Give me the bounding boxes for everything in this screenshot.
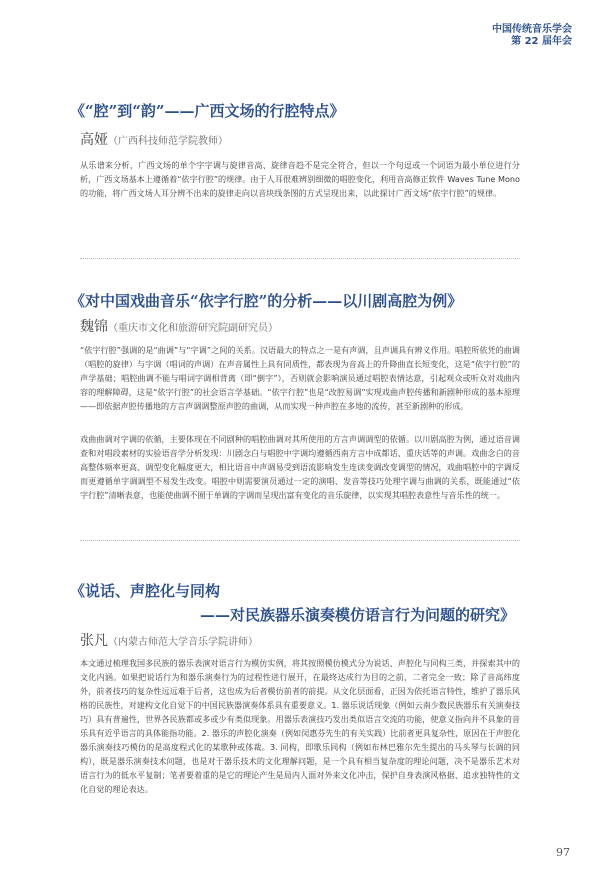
byline bbox=[80, 316, 278, 336]
author-name: 魏锦 bbox=[80, 319, 108, 335]
page-number: 97 bbox=[556, 846, 570, 859]
running-header bbox=[492, 24, 572, 48]
author-affiliation: （内蒙古师范大学音乐学院讲师） bbox=[108, 637, 258, 648]
paragraph: 从乐谱来分析，广西文场的单个字字调与旋律音高、旋律音趋不是完全符合，但以一个句逗或一个词语为最小单位进行分析，广西文场基本上遵循着“依字行腔”的规律。由于人耳很难辨别细微的唱腔变化，利用音高修正软件 Waves Tune Mono 的功能，将广西文场人耳分辨不出来的旋律走向以音块线条图的方式呈现出来，以此探讨广西文场“依字行腔”的规律。 bbox=[80, 160, 520, 198]
byline bbox=[80, 630, 258, 650]
article-title: 《说话、声腔化与同构 bbox=[70, 582, 221, 600]
section-divider bbox=[80, 540, 520, 541]
conference-name: 中国传统音乐学会 bbox=[492, 24, 572, 35]
article-title: 《“腔”到“韵”——广西文场的行腔特点》 bbox=[70, 102, 345, 120]
paragraph: 本文通过梳理我国多民族的器乐表演对语言行为模仿实例，将其按照模仿模式分为说话、声腔化与同构三类，并探索其中的文化内涵。如果把说话行为和器乐演奏行为的过程性进行展开，在最终达成行为目的之前，二者完全一致；除了音高纬度外，前者技巧的复杂性远远难于后者，这也成为后者模仿前者的前提。从文化层面看，正因为依托语言特性，维护了器乐风格的民族性，对建构文化自觉下的中国民族器演奏体系具有重要意义。1. 器乐说话现象（例如云南少数民族器乐有关演奏技巧）具有普遍性，世界各民族都或多或少有类似现象。用器乐表演技巧发出类似语言交流的功能，使意义指向并不具象的音乐具有近乎语言的具体能指功能。2. 器乐的声腔化演奏（例如闵惠芬先生的有关实践）比前者更具复杂性，原因在于声腔化器乐演奏技巧模仿的是高度程式化的某歌种或体裁。3. 同构，即歌乐同构（例如布林巴雅尔先生提出的马头琴与长调的同构），既是器乐演奏技术问题，也是对于器乐技术的文化理解问题，是一个具有相当复杂度的理论问题，决不是器乐艺术对语言行为的低水平复制；笔者要着重的是它的理论产生是局内人面对外来文化冲击，保护自身表演风格据、追求独特性的文化自觉的理论表达。 bbox=[80, 658, 520, 794]
byline bbox=[80, 129, 228, 149]
paragraph: 戏曲曲调对字调的依循，主要体现在不同剧种的唱腔曲调对其所使用的方言声调调型的依循。以川剧高腔为例，通过语音调查和对唱段素材的实验语音学分析发现：川剧念白与唱腔中字调均遵循西南方言中成都话、重庆话等的声调。戏曲念白的音高整体频率更高、调型变化幅度更大，相比语音中声调易受到语流影响发生连读变调改变调型的情况，戏曲唱腔中的字调反而更遵循单字调调型不易发生改变。唱腔中则需要演员通过一定的演唱、发音等技巧处理字调与曲调的关系，既能通过“依字行腔”清晰表意，也能使曲调不囿于单调的字调而呈现出富有变化的音乐旋律，以实现其唱腔表意性与音乐性的统一。 bbox=[80, 434, 520, 500]
article-subtitle: ——对民族器乐演奏模仿语言行为问题的研究》 bbox=[200, 606, 516, 624]
article-title: 《对中国戏曲音乐“依字行腔”的分析——以川剧高腔为例》 bbox=[70, 292, 463, 310]
author-name: 高娅 bbox=[80, 132, 108, 148]
section-divider bbox=[80, 258, 520, 259]
conference-session: 第 22 届年会 bbox=[511, 36, 572, 47]
author-affiliation: （广西科技师范学院教师） bbox=[108, 136, 228, 147]
author-name: 张凡 bbox=[80, 633, 108, 649]
paragraph: “依字行腔”强调的是“曲调”与“字调”之间的关系。汉语最大的特点之一是有声调，且声调具有辨义作用。唱腔所依凭的曲调（唱腔的旋律）与字调（唱词的声调）在声音属性上具有同质性，都表现为音高上的升降曲直长短变化，这是“依字行腔”的声学基础；唱腔曲调不能与唱词字调相背离（即“倒字”），否则就会影响演员通过唱腔表情达意，引起观众或听众对戏曲内容的理解障碍，这是“依字行腔”的社会语言学基础。“依字行腔”也是“改腔易调”实现戏曲声腔传播和新剧种形成的基本原理——即依据声腔传播地的方言声调调整原声腔的曲调，从而实现一种声腔在多地的流传，甚至新剧种的形成。 bbox=[80, 345, 520, 411]
author-affiliation: （重庆市文化和旅游研究院副研究员） bbox=[108, 323, 278, 334]
